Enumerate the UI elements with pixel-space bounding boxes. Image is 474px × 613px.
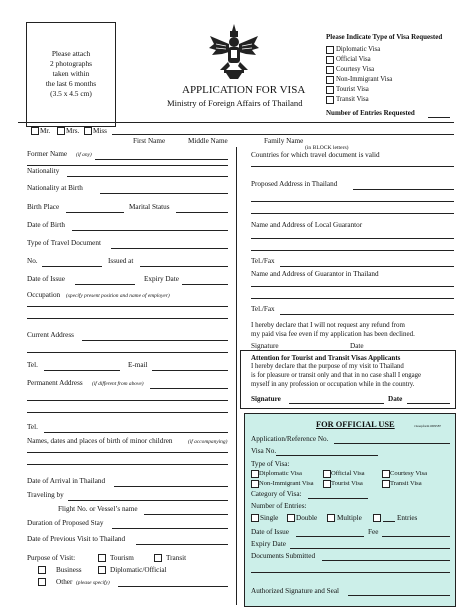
- checkbox-single[interactable]: [251, 514, 259, 522]
- entries-requested-field[interactable]: [428, 117, 450, 118]
- perm-address-field-2[interactable]: [27, 400, 228, 401]
- guarantor-thai-label: Name and Address of Guarantor in Thailand: [251, 270, 379, 278]
- official-checkbox-non-immigrant[interactable]: [251, 480, 259, 488]
- checkbox-diplomatic[interactable]: [326, 46, 334, 54]
- garuda-emblem-icon: [208, 22, 260, 80]
- photo-line: Please attach: [51, 49, 91, 58]
- local-guarantor-label: Name and Address of Local Guarantor: [251, 221, 363, 229]
- proposed-address-field-2[interactable]: [251, 201, 454, 202]
- checkbox-other[interactable]: [38, 578, 46, 586]
- occupation-field-2[interactable]: [27, 318, 228, 319]
- former-name-label: Former Name: [27, 150, 68, 158]
- telfax2-field[interactable]: [280, 314, 454, 315]
- docs-label: Documents Submitted: [251, 552, 316, 560]
- declare-line: my paid visa fee even if my application has been declined.: [251, 330, 415, 338]
- official-type: Tourist Visa: [331, 480, 363, 487]
- entry-double: Double: [296, 514, 318, 522]
- proposed-address-label: Proposed Address in Thailand: [251, 180, 338, 188]
- checkbox-transit[interactable]: [326, 96, 334, 104]
- title-mr: Mr.: [40, 127, 51, 135]
- minors-field-2[interactable]: [27, 464, 228, 465]
- photo-box[interactable]: [26, 22, 116, 127]
- tel-label: Tel.: [27, 361, 38, 369]
- official-checkbox-tourist[interactable]: [323, 480, 331, 488]
- column-divider: [236, 147, 237, 605]
- proposed-address-field-3[interactable]: [251, 213, 454, 214]
- checkbox-double[interactable]: [287, 514, 295, 522]
- attention-heading: Attention for Tourist and Transit Visas Applicants: [251, 354, 401, 362]
- marital-status-label: Marital Status: [129, 203, 170, 211]
- attention-line: I hereby declare that the purpose of my visit to Thailand: [251, 363, 404, 370]
- issue-date-field[interactable]: [75, 284, 135, 285]
- flight-label: Flight No. or Vessel’s name: [58, 505, 138, 513]
- perm-address-field-3[interactable]: [27, 412, 228, 413]
- checkbox-courtesy[interactable]: [326, 66, 334, 74]
- checkbox-entries[interactable]: [373, 514, 381, 522]
- telfax1-field[interactable]: [280, 266, 454, 267]
- entry-entries: Entries: [397, 514, 418, 522]
- attention-signature-label: Signature: [251, 395, 281, 403]
- email-field[interactable]: [152, 370, 228, 371]
- attention-signature-field[interactable]: [289, 403, 384, 404]
- doc-no-label: No.: [27, 257, 38, 265]
- purpose-business: Business: [56, 566, 82, 574]
- block-letters-note: (in BLOCK letters): [305, 145, 349, 151]
- dob-label: Date of Birth: [27, 221, 65, 229]
- category-field[interactable]: [308, 498, 368, 499]
- traveling-by-label: Traveling by: [27, 491, 64, 499]
- category-label: Category of Visa:: [251, 490, 302, 498]
- entries-label: Number of Entries:: [251, 502, 307, 510]
- declare-line: I hereby declare that I will not request any refund from: [251, 321, 405, 329]
- visa-no-field[interactable]: [276, 455, 378, 456]
- dob-field[interactable]: [72, 230, 228, 231]
- issued-at-label: Issued at: [108, 257, 134, 265]
- photo-line: (3.5 x 4.5 cm): [50, 89, 92, 98]
- current-address-field-2[interactable]: [27, 352, 228, 353]
- other-note: (please specify): [76, 580, 110, 586]
- app-ref-field[interactable]: [334, 443, 450, 444]
- tel2-label: Tel.: [27, 423, 38, 431]
- nationality-label: Nationality: [27, 167, 60, 175]
- minors-note: (if accompanying): [188, 439, 228, 445]
- perm-address-field[interactable]: [150, 388, 228, 389]
- checkbox-mrs[interactable]: [57, 127, 65, 135]
- minors-label: Names, dates and places of birth of minor children: [27, 437, 173, 445]
- attention-date-field[interactable]: [407, 403, 450, 404]
- official-checkbox-courtesy[interactable]: [382, 470, 390, 478]
- official-heading: FOR OFFICIAL USE: [316, 420, 395, 429]
- attention-line: is for pleasure or transit only and that in no case shall I engage: [251, 372, 422, 379]
- flight-field[interactable]: [144, 514, 228, 515]
- purpose-diplomatic: Diplomatic/Official: [110, 566, 167, 574]
- telfax1-label: Tel./Fax: [251, 257, 275, 265]
- auth-label: Authorized Signature and Seal: [251, 587, 340, 595]
- local-guarantor-field-2[interactable]: [251, 250, 454, 251]
- former-name-note: (if any): [76, 152, 92, 158]
- checkbox-mr[interactable]: [31, 127, 39, 135]
- checkbox-business[interactable]: [38, 566, 46, 574]
- checkbox-miss[interactable]: [84, 127, 92, 135]
- fee-field[interactable]: [382, 536, 450, 537]
- signature-label: Signature: [251, 342, 279, 350]
- official-checkbox-official[interactable]: [323, 470, 331, 478]
- perm-address-label: Permanent Address: [27, 379, 83, 387]
- option-label: Official Visa: [336, 56, 371, 63]
- tel-field[interactable]: [44, 370, 120, 371]
- title-mrs: Mrs.: [66, 127, 80, 135]
- visa-type-heading: Please Indicate Type of Visa Requested: [326, 33, 443, 41]
- auth-field[interactable]: [348, 595, 450, 596]
- guarantor-thai-field-2[interactable]: [251, 298, 454, 299]
- marital-status-field[interactable]: [176, 212, 228, 213]
- entries-count-field[interactable]: [383, 521, 395, 522]
- family-name-label: Family Name: [264, 137, 304, 145]
- former-name-field[interactable]: [95, 159, 228, 160]
- purpose-other: Other: [56, 578, 73, 586]
- header-divider: [18, 122, 454, 123]
- issue-date-label: Date of Issue: [27, 275, 65, 283]
- date-label: Date: [350, 342, 364, 350]
- minors-field[interactable]: [27, 452, 228, 453]
- issued-at-field[interactable]: [140, 266, 228, 267]
- entry-multiple: Multiple: [337, 514, 362, 522]
- checkbox-tourist[interactable]: [326, 86, 334, 94]
- purpose-label: Purpose of Visit:: [27, 554, 76, 562]
- app-ref-label: Application/Reference No.: [251, 435, 329, 443]
- visa-no-label: Visa No.: [251, 447, 277, 455]
- countries-field[interactable]: [251, 166, 454, 167]
- expiry-date-label: Expiry Date: [144, 275, 179, 283]
- duration-label: Duration of Proposed Stay: [27, 519, 104, 527]
- tel2-field[interactable]: [44, 432, 228, 433]
- attention-line: myself in any profession or occupation while in the country.: [251, 381, 415, 388]
- travel-doc-label: Type of Travel Document: [27, 239, 101, 247]
- guarantor-thai-field[interactable]: [251, 286, 454, 287]
- expiry-date-field[interactable]: [182, 284, 228, 285]
- occupation-field[interactable]: [27, 306, 228, 307]
- telfax2-label: Tel./Fax: [251, 305, 275, 313]
- option-label: Non-Immigrant Visa: [336, 76, 393, 83]
- middle-name-label: Middle Name: [188, 137, 228, 145]
- option-label: Courtesy Visa: [336, 66, 375, 73]
- occupation-note: (specify present position and name of employer): [66, 293, 170, 299]
- official-expiry-label: Expiry Date: [251, 540, 286, 548]
- photo-line: the last 6 months: [45, 79, 97, 88]
- countries-label: Countries for which travel document is valid: [251, 151, 380, 159]
- current-address-label: Current Address: [27, 331, 74, 339]
- checkbox-multiple[interactable]: [327, 514, 335, 522]
- option-label: Tourist Visa: [336, 86, 369, 93]
- official-checkbox-transit[interactable]: [382, 480, 390, 488]
- official-code: visaapform1009587: [414, 424, 442, 428]
- other-field[interactable]: [118, 586, 228, 587]
- option-label: Diplomatic Visa: [336, 46, 381, 53]
- duration-field[interactable]: [112, 528, 228, 529]
- official-checkbox-diplomatic[interactable]: [251, 470, 259, 478]
- official-type: Diplomatic Visa: [259, 470, 302, 477]
- nationality-birth-label: Nationality at Birth: [27, 184, 83, 192]
- first-name-label: First Name: [133, 137, 166, 145]
- birth-place-field[interactable]: [66, 212, 124, 213]
- traveling-by-field[interactable]: [68, 500, 228, 501]
- form-title: APPLICATION FOR VISA: [182, 84, 306, 96]
- entries-requested-label: Number of Entries Requested: [326, 109, 415, 117]
- arrival-field[interactable]: [114, 486, 228, 487]
- purpose-tourism: Tourism: [110, 554, 134, 562]
- title-miss: Miss: [93, 127, 107, 135]
- photo-line: taken within: [52, 69, 90, 78]
- form-subtitle: Ministry of Foreign Affairs of Thailand: [167, 98, 303, 108]
- occupation-label: Occupation: [27, 291, 61, 299]
- name-field[interactable]: [112, 134, 454, 135]
- perm-address-note: (if different from above): [92, 381, 144, 387]
- local-guarantor-field[interactable]: [251, 238, 454, 239]
- docs-field-2[interactable]: [251, 572, 450, 573]
- photo-line: 2 photographs: [49, 59, 93, 68]
- official-type: Transit Visa: [390, 480, 422, 487]
- type-of-visa-label: Type of Visa:: [251, 460, 290, 468]
- docs-field[interactable]: [322, 560, 450, 561]
- official-type: Courtesy Visa: [390, 470, 428, 477]
- entry-single: Single: [260, 514, 279, 522]
- email-label: E-mail: [128, 361, 148, 369]
- checkbox-transit-purpose[interactable]: [154, 554, 162, 562]
- fee-label: Fee: [368, 528, 379, 536]
- official-issue-date-field[interactable]: [296, 536, 364, 537]
- birth-place-label: Birth Place: [27, 203, 60, 211]
- official-expiry-field[interactable]: [290, 548, 450, 549]
- proposed-address-field[interactable]: [353, 189, 454, 190]
- travel-doc-field[interactable]: [111, 248, 228, 249]
- nationality-field[interactable]: [67, 176, 228, 177]
- prev-visit-label: Date of Previous Visit to Thailand: [27, 535, 126, 543]
- current-address-field[interactable]: [82, 340, 228, 341]
- checkbox-non-immigrant[interactable]: [326, 76, 334, 84]
- purpose-transit: Transit: [166, 554, 187, 562]
- checkbox-official[interactable]: [326, 56, 334, 64]
- official-type: Non-Immigrant Visa: [259, 480, 314, 487]
- attention-date-label: Date: [388, 395, 403, 403]
- nationality-birth-field[interactable]: [100, 193, 228, 194]
- checkbox-diplomatic-official[interactable]: [98, 566, 106, 574]
- prev-visit-field[interactable]: [136, 544, 228, 545]
- arrival-label: Date of Arrival in Thailand: [27, 477, 106, 485]
- former-name-field-2[interactable]: [27, 165, 228, 166]
- checkbox-tourism[interactable]: [98, 554, 106, 562]
- official-issue-date-label: Date of Issue: [251, 528, 289, 536]
- doc-no-field[interactable]: [42, 266, 102, 267]
- option-label: Transit Visa: [336, 96, 369, 103]
- official-type: Official Visa: [331, 470, 365, 477]
